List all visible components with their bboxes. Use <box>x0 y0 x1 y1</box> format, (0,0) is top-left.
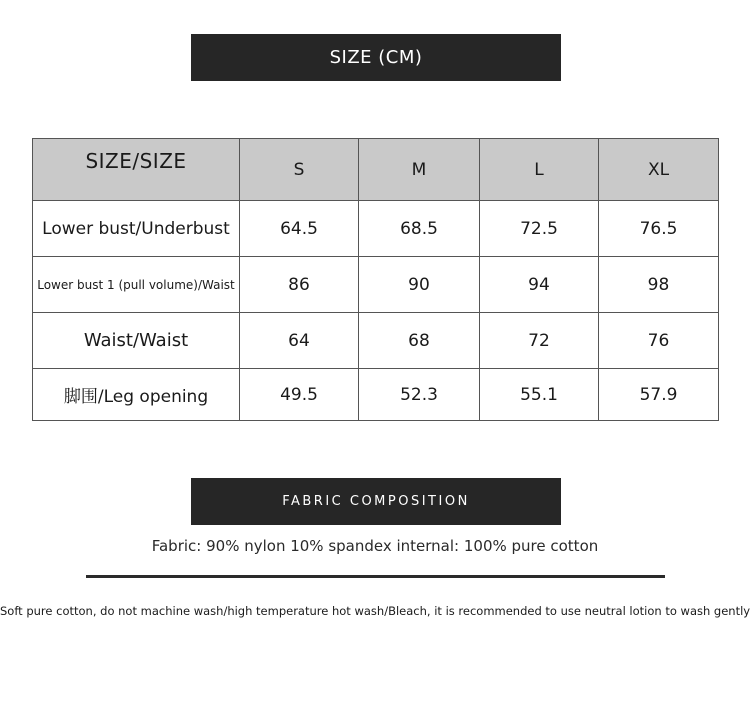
table-cell: 52.3 <box>359 369 480 421</box>
table-cell: 64 <box>240 313 359 369</box>
size-chart-table <box>32 138 719 421</box>
table-cell: 86 <box>240 257 359 313</box>
table-header-row <box>33 139 719 201</box>
table-cell: 94 <box>480 257 599 313</box>
table-cell: 64.5 <box>240 201 359 257</box>
size-header-l: L <box>480 139 599 201</box>
table-row <box>33 201 719 257</box>
care-instructions-text: Soft pure cotton, do not machine wash/high temperature hot wash/Bleach, it is recommended to use neutral lotion to wash gently <box>0 604 750 618</box>
fabric-banner-title: FABRIC COMPOSITION <box>282 494 470 509</box>
fabric-composition-banner <box>191 478 561 525</box>
table-cell: 98 <box>599 257 719 313</box>
size-header-s: S <box>240 139 359 201</box>
table-row <box>33 369 719 421</box>
row-label-leg-opening: 脚围/Leg opening <box>33 369 240 421</box>
size-banner <box>191 34 561 81</box>
section-divider <box>86 575 665 578</box>
row-label-waist: Waist/Waist <box>33 313 240 369</box>
table-cell: 90 <box>359 257 480 313</box>
fabric-composition-text: Fabric: 90% nylon 10% spandex internal: 100% pure cotton <box>151 537 599 555</box>
row-label-pull-volume: Lower bust 1 (pull volume)/Waist <box>33 257 240 313</box>
table-cell: 72.5 <box>480 201 599 257</box>
table-cell: 72 <box>480 313 599 369</box>
table-row <box>33 313 719 369</box>
table-cell: 57.9 <box>599 369 719 421</box>
row-label-underbust: Lower bust/Underbust <box>33 201 240 257</box>
table-row <box>33 257 719 313</box>
table-corner-label: SIZE/SIZE <box>33 139 240 201</box>
table-cell: 49.5 <box>240 369 359 421</box>
size-banner-title: SIZE (CM) <box>329 47 423 68</box>
size-header-xl: XL <box>599 139 719 201</box>
table-cell: 76.5 <box>599 201 719 257</box>
table-cell: 76 <box>599 313 719 369</box>
table-cell: 68.5 <box>359 201 480 257</box>
table-cell: 55.1 <box>480 369 599 421</box>
table-cell: 68 <box>359 313 480 369</box>
size-header-m: M <box>359 139 480 201</box>
